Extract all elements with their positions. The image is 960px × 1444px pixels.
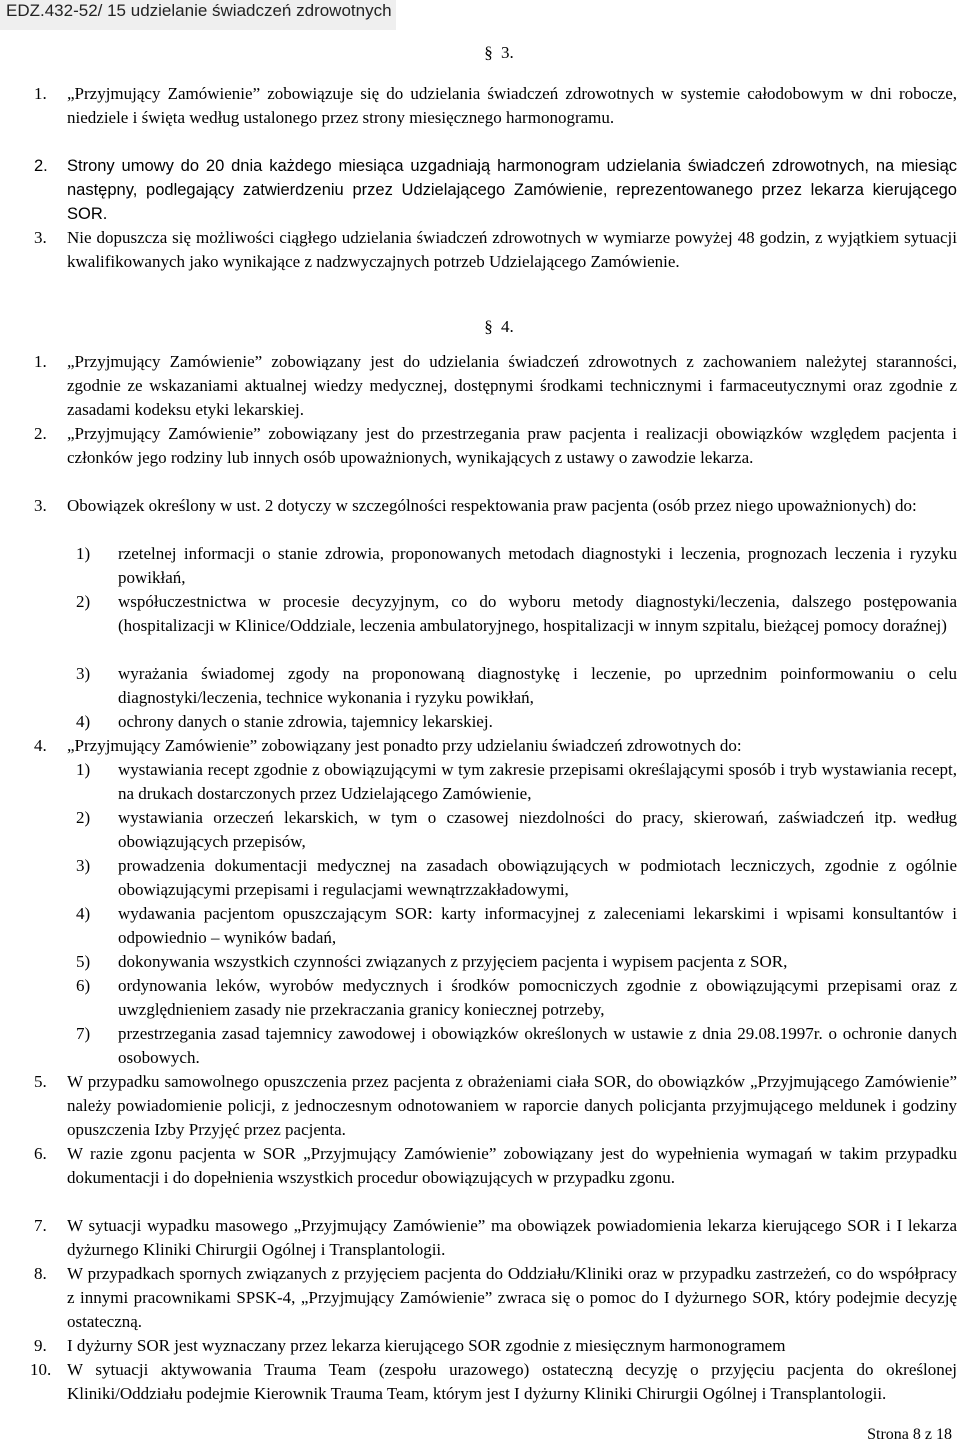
section-sign-icon: § bbox=[484, 317, 493, 336]
page-number: Strona 8 z 18 bbox=[867, 1426, 952, 1443]
section-3-heading: § 3. bbox=[484, 43, 514, 62]
section-4-heading: § 4. bbox=[484, 317, 514, 336]
section-sign-icon: § bbox=[484, 43, 493, 62]
document-header: EDZ.432-52/ 15 udzielanie świadczeń zdrowotnych bbox=[0, 0, 396, 30]
